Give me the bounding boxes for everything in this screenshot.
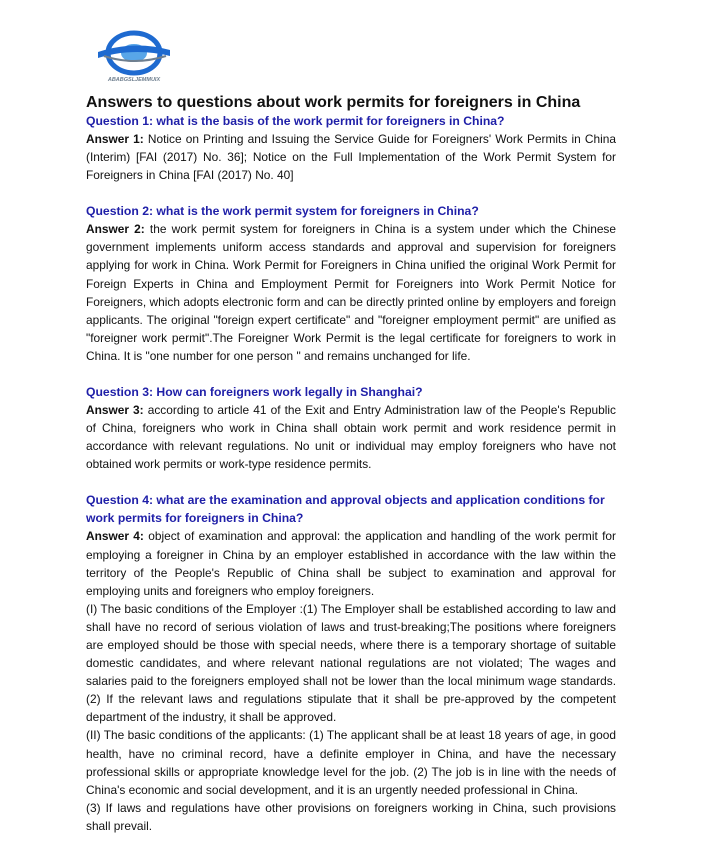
document-page xyxy=(86,26,616,835)
employer-conditions-paragraph: (I) The basic conditions of the Employer :(1) The Employer shall be established according to law and shall have no record of serious violation of laws and trust-breaking;The positions where foreigners are employed should be those with special needs, where there is a temporary shortage of suitable domestic candidates, and where relevant national regulations are not violated; The wages and salaries paid to the foreigners employed shall not be lower than the local minimum wage standards. (2) If the relevant laws and regulations stipulate that it shall be pre-approved by the competent department of the industry, it shall be approved. xyxy=(86,601,616,725)
answer-2 xyxy=(86,220,616,365)
answer-2-label: Answer 2: xyxy=(86,222,145,237)
question-2: Question 2: what is the work permit system for foreigners in China? xyxy=(86,204,479,219)
document-title: Answers to questions about work permits for foreigners in China xyxy=(86,94,581,111)
logo-caption: ABABGSLJEMMUIX xyxy=(107,77,161,83)
answer-1-text: Notice on Printing and Issuing the Service Guide for Foreigners' Work Permits in China (Interim) [FAI (2017) No. 36]; Notice on the Full Implementation of the Work Permit System for Foreigners in China [FAI (2017) No. 40] xyxy=(86,132,616,183)
section-1 xyxy=(86,112,616,184)
answer-3-text: according to article 41 of the Exit and Entry Administration law of the People's Republic of China, foreigners who work in China shall obtain work permit and work residence permit in accordance with relevant regulations. No unit or individual may employ foreigners who have not obtained work permits or work-type residence permits. xyxy=(86,403,616,472)
applicant-conditions-paragraph: (II) The basic conditions of the applicants: (1) The applicant shall be at least 18 years of age, in good health, have no criminal record, have a definite employer in China, and have the necessary professional skills or appropriate knowledge level for the job. (2) The job is in line with the needs of China's economic and social development, and it is an urgently needed professional in China. xyxy=(86,728,616,797)
question-3: Question 3: How can foreigners work legally in Shanghai? xyxy=(86,385,423,400)
section-4 xyxy=(86,491,616,835)
answer-3 xyxy=(86,401,616,473)
answer-3-label: Answer 3: xyxy=(86,403,144,418)
answer-1-label: Answer 1: xyxy=(86,132,144,146)
company-logo xyxy=(90,26,178,84)
question-1: Question 1: what is the basis of the work permit for foreigners in China? xyxy=(86,114,505,128)
answer-2-text: the work permit system for foreigners in China is a system under which the Chinese government implements uniform access standards and approval and supervision for foreigners applying for work in China. Work Permit for Foreigners in China unified the original Work Permit for Foreign Experts in China and Employment Permit for Foreigners into Work Permit Notice for Foreigners, which adopts electronic form and can be directly printed online by employers and foreign applicants. The original "foreign expert certificate" and "foreigner employment permit" are unified as "foreigner work permit".The Foreigner Work Permit is the legal certificate for foreigners to work in China. It is "one number for one person " and remains unchanged for life. xyxy=(86,222,616,363)
section-3 xyxy=(86,383,616,473)
other-provisions-paragraph: (3) If laws and regulations have other provisions on foreigners working in China, such provisions shall prevail. xyxy=(86,800,616,833)
section-2 xyxy=(86,202,616,365)
answer-4-label: Answer 4: xyxy=(86,529,144,544)
answer-4-text: object of examination and approval: the application and handling of the work permit for employing a foreigner in China by an employer established in accordance with the law within the territory of the People's Republic of China shall be subject to examination and approval for employing units and foreigners who employ foreigners. xyxy=(86,529,616,598)
answer-1 xyxy=(86,130,616,184)
answer-4 xyxy=(86,527,616,599)
question-4: Question 4: what are the examination and approval objects and application conditions for work permits for foreigners in China? xyxy=(86,493,605,526)
